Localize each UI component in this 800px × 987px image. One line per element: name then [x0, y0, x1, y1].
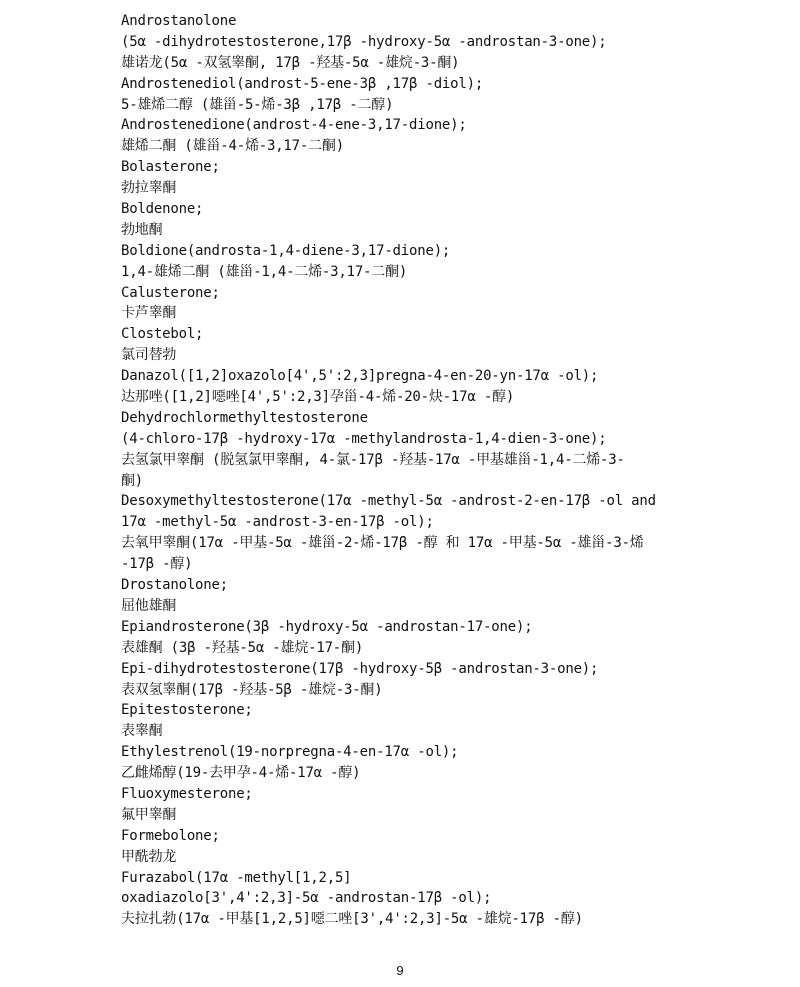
text-line: -17β -醇) [121, 556, 193, 573]
page-number: 9 [396, 963, 404, 978]
document-body [121, 11, 691, 930]
text-line: Epi-dihydrotestosterone(17β -hydroxy-5β -androstan-3-one); [121, 660, 599, 677]
text-line: Androstanolone [121, 13, 237, 29]
text-line: Boldenone; [121, 201, 204, 218]
text-line: Androstenedione(androst-4-ene-3,17-dione); [121, 117, 467, 134]
text-line: 卡芦睾酮 [121, 305, 177, 322]
text-line: 勃拉睾酮 [121, 180, 177, 197]
text-line: 5-雄烯二醇 (雄甾-5-烯-3β ,17β -二醇) [121, 96, 394, 113]
text-line: 氯司替勃 [121, 347, 177, 364]
text-line: 17α -methyl-5α -androst-3-en-17β -ol); [121, 514, 434, 531]
text-line: Clostebol; [121, 326, 204, 343]
text-line: Fluoxymesterone; [121, 785, 253, 802]
text-line: 雄烯二酮 (雄甾-4-烯-3,17-二酮) [121, 138, 344, 155]
text-line: Calusterone; [121, 284, 220, 301]
text-line: Dehydrochlormethyltestosterone [121, 409, 368, 426]
text-line: Furazabol(17α -methyl[1,2,5] [121, 869, 352, 886]
text-line: Drostanolone; [121, 577, 228, 594]
text-line: (5α -dihydrotestosterone,17β -hydroxy-5α -androstan-3-one); [121, 33, 607, 50]
text-line: 雄诺龙(5α -双氢睾酮, 17β -羟基-5α -雄烷-3-酮) [121, 54, 460, 71]
text-line: Androstenediol(androst-5-ene-3β ,17β -diol); [121, 75, 484, 92]
text-line: 氟甲睾酮 [121, 806, 177, 823]
text-line: (4-chloro-17β -hydroxy-17α -methylandrosta-1,4-dien-3-one); [121, 430, 607, 447]
text-line: Desoxymethyltestosterone(17α -methyl-5α -androst-2-en-17β -ol and [121, 493, 656, 510]
text-line: 达那唑([1,2]噁唑[4',5':2,3]孕甾-4-烯-20-炔-17α -醇) [121, 389, 515, 406]
text-line: Ethylestrenol(19-norpregna-4-en-17α -ol); [121, 744, 459, 761]
text-line: 酮) [121, 472, 144, 489]
text-line: 屈他雄酮 [121, 597, 177, 614]
text-line: 1,4-雄烯二酮 (雄甾-1,4-二烯-3,17-二酮) [121, 263, 408, 280]
text-line: Danazol([1,2]oxazolo[4',5':2,3]pregna-4-en-20-yn-17α -ol); [121, 368, 599, 385]
text-line: 表雄酮 (3β -羟基-5α -雄烷-17-酮) [121, 639, 364, 656]
text-line: 去氢氯甲睾酮 (脱氢氯甲睾酮, 4-氯-17β -羟基-17α -甲基雄甾-1,4-二烯-3- [121, 451, 625, 468]
text-line: 表睾酮 [121, 723, 163, 740]
text-line: 夫拉扎勃(17α -甲基[1,2,5]噁二唑[3',4':2,3]-5α -雄烷-17β -醇) [121, 911, 583, 928]
text-line: 乙雌烯醇(19-去甲孕-4-烯-17α -醇) [121, 765, 361, 782]
text-line: 表双氢睾酮(17β -羟基-5β -雄烷-3-酮) [121, 681, 383, 698]
text-line: 甲酰勃龙 [121, 848, 177, 865]
text-line: Formebolone; [121, 827, 220, 844]
text-line: oxadiazolo[3',4':2,3]-5α -androstan-17β -ol); [121, 890, 492, 907]
text-line: Epitestosterone; [121, 702, 253, 719]
text-line: Boldione(androsta-1,4-diene-3,17-dione); [121, 242, 451, 259]
text-line: Epiandrosterone(3β -hydroxy-5α -androstan-17-one); [121, 618, 533, 635]
text-line: 勃地酮 [121, 221, 163, 238]
text-line: 去氧甲睾酮(17α -甲基-5α -雄甾-2-烯-17β -醇 和 17α -甲基-5α -雄甾-3-烯 [121, 535, 644, 552]
text-line: Bolasterone; [121, 159, 220, 176]
